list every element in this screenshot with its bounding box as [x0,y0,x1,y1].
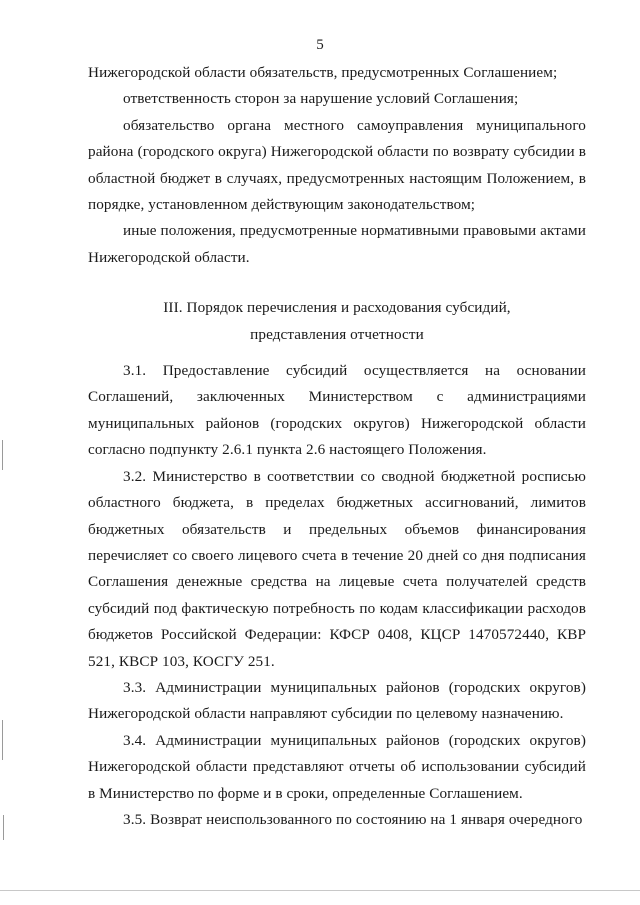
paragraph-3-2: 3.2. Министерство в соответствии со сводной бюджетной росписью областного бюджета, в пределах бюджетных ассигнований, лимитов бюджетных обязательств и предельных объемов финансирования перечисляет со своего лицевого счета в течение 20 дней со дня подписания Соглашения денежные средства на лицевые счета получателей средств субсидий под фактическую потребность по кодам классификации расходов бюджетов Российской Федерации: КФСР 0408, КЦСР 1470572440, КВР 521, КВСР 103, КОСГУ 251. [88,467,586,670]
paragraph-other-provisions: иные положения, предусмотренные нормативными правовыми актами Нижегородской области. [88,222,586,266]
document-body [88,60,586,833]
paragraph-3-5: 3.5. Возврат неиспользованного по состоянию на 1 января очередного [123,810,583,828]
section-heading-line-2: представления отчетности [250,325,424,343]
page-number: 5 [316,37,324,53]
paragraph-3-3: 3.3. Администрации муниципальных районов (городских округов) Нижегородской области направляют субсидии по целевому назначению. [88,678,586,723]
scan-edge-mark [2,440,3,470]
section-heading-line-1: III. Порядок перечисления и расходования субсидий, [163,299,511,317]
paragraph-3-4: 3.4. Администрации муниципальных районов (городских округов) Нижегородской области представляют отчеты об использовании субсидий в Министерство по форме и в сроки, определенные Соглашением. [88,731,586,802]
paragraph-obligations-continuation: Нижегородской области обязательств, предусмотренных Соглашением; [88,64,558,81]
scan-bottom-edge [0,890,640,891]
section-heading [88,295,586,348]
scan-edge-mark [2,720,3,760]
scan-edge-mark [3,815,4,840]
paragraph-responsibility: ответственность сторон за нарушение условий Соглашения; [123,90,519,108]
paragraph-refund-obligation: обязательство органа местного самоуправления муниципального района (городского округа) Нижегородской области по возврату субсидии в областной бюджет в случаях, предусмотренных настоящим Положением, в порядке, установленном действующим законодательством; [88,116,586,214]
paragraph-3-1: 3.1. Предоставление субсидий осуществляется на основании Соглашений, заключенных Министерством с администрациями муниципальных районов (городских округов) Нижегородской области согласно подпункту 2.6.1 пункта 2.6 настоящего Положения. [88,362,586,459]
